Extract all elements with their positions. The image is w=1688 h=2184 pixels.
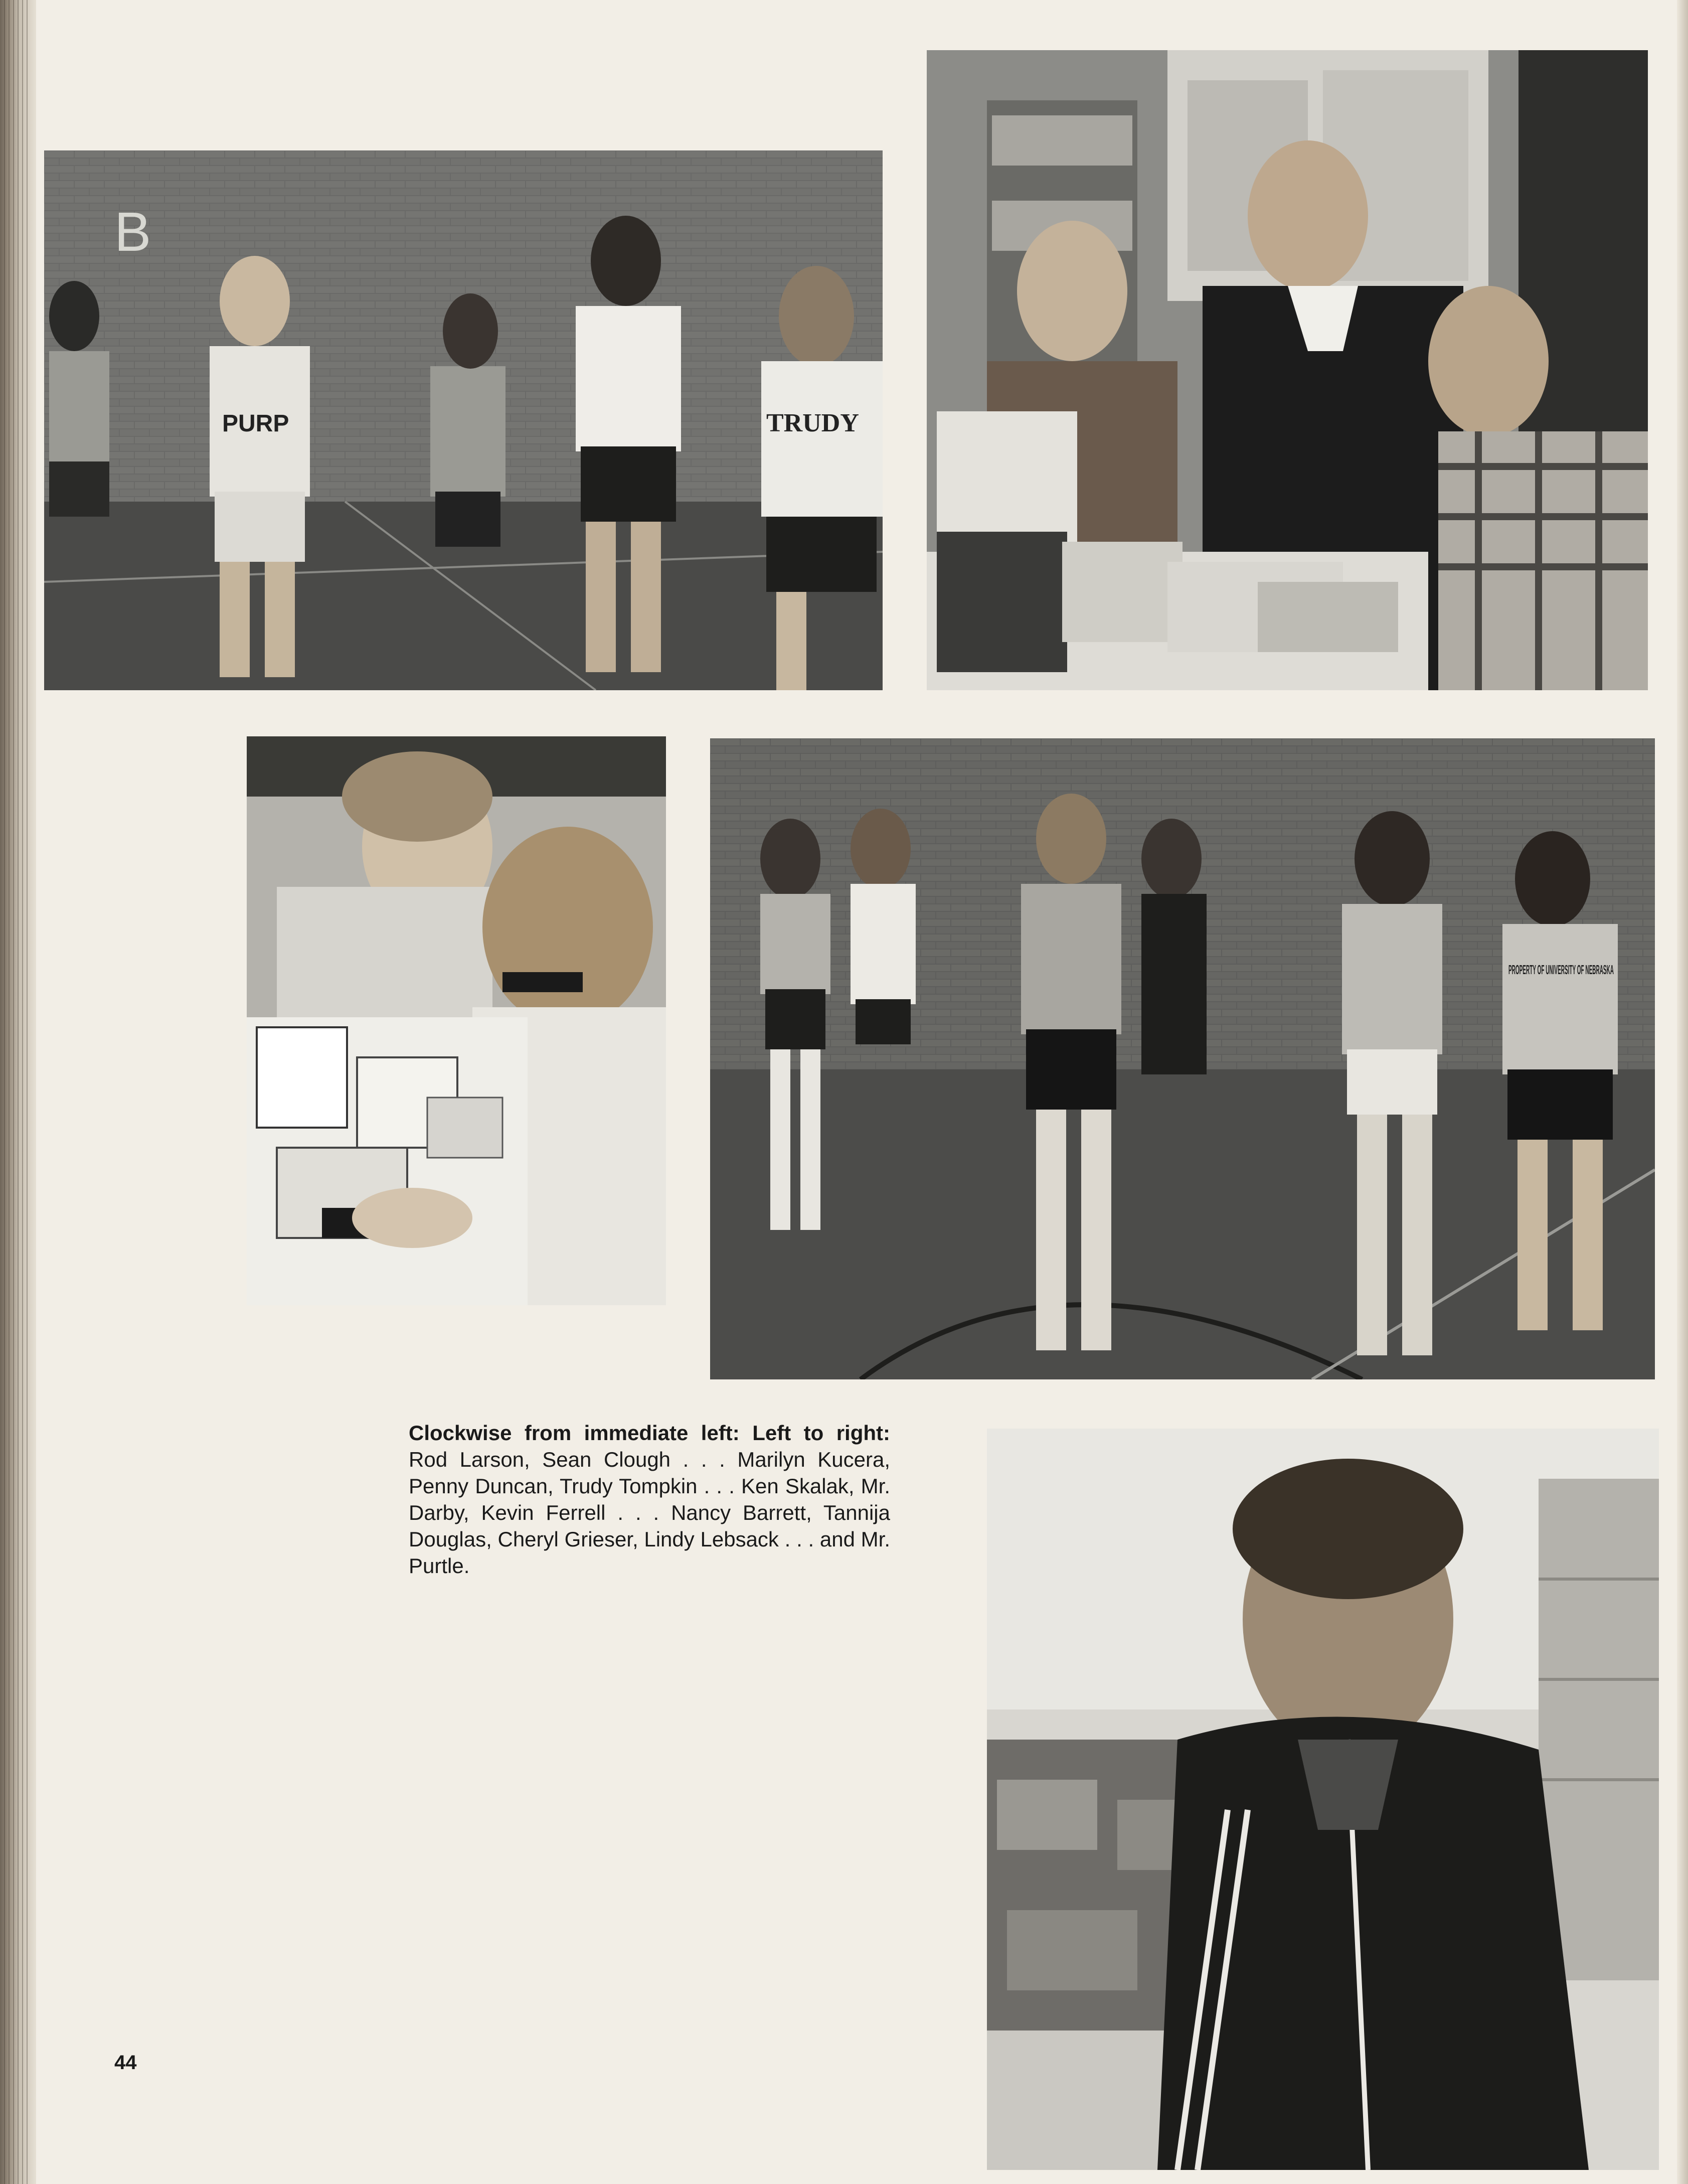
shirt-text-trudy: TRUDY [766,409,859,437]
photo-boy-portrait [987,1429,1659,2170]
photo-gym-dance-wide [710,738,1655,1379]
spine-page-edges [4,0,29,2184]
book-spine [0,0,36,2184]
page-number: 44 [114,2052,137,2074]
boy-portrait-illustration [987,1429,1659,2170]
photo-boys-building [247,736,666,1305]
caption-heading: Clockwise from immediate left: Left to right: [409,1421,890,1445]
shirt-text-purp: PURP [222,410,289,437]
classroom-models-illustration [927,50,1648,690]
shirt-text-university: PROPERTY OF UNIVERSITY OF NEBRASKA [1508,962,1614,977]
photo-classroom-models [927,50,1648,690]
gym-dance-wide-illustration [710,738,1655,1379]
page-right-edge [1677,0,1688,2184]
caption-body: Rod Larson, Sean Clough . . . Marilyn Kucera, Penny Duncan, Trudy Tompkin . . . Ken Skalak, Mr. Darby, Kevin Ferrell . . . Nancy Barrett, Tannija Douglas, Cheryl Grieser, Lindy Lebsack . . . and Mr. Purtle. [409,1448,890,1578]
boys-building-illustration [247,736,666,1305]
gym-dance-top-illustration [44,150,883,690]
photo-gym-dance-top [44,150,883,690]
wall-letter: B [114,201,151,263]
photo-caption [409,1420,890,1579]
